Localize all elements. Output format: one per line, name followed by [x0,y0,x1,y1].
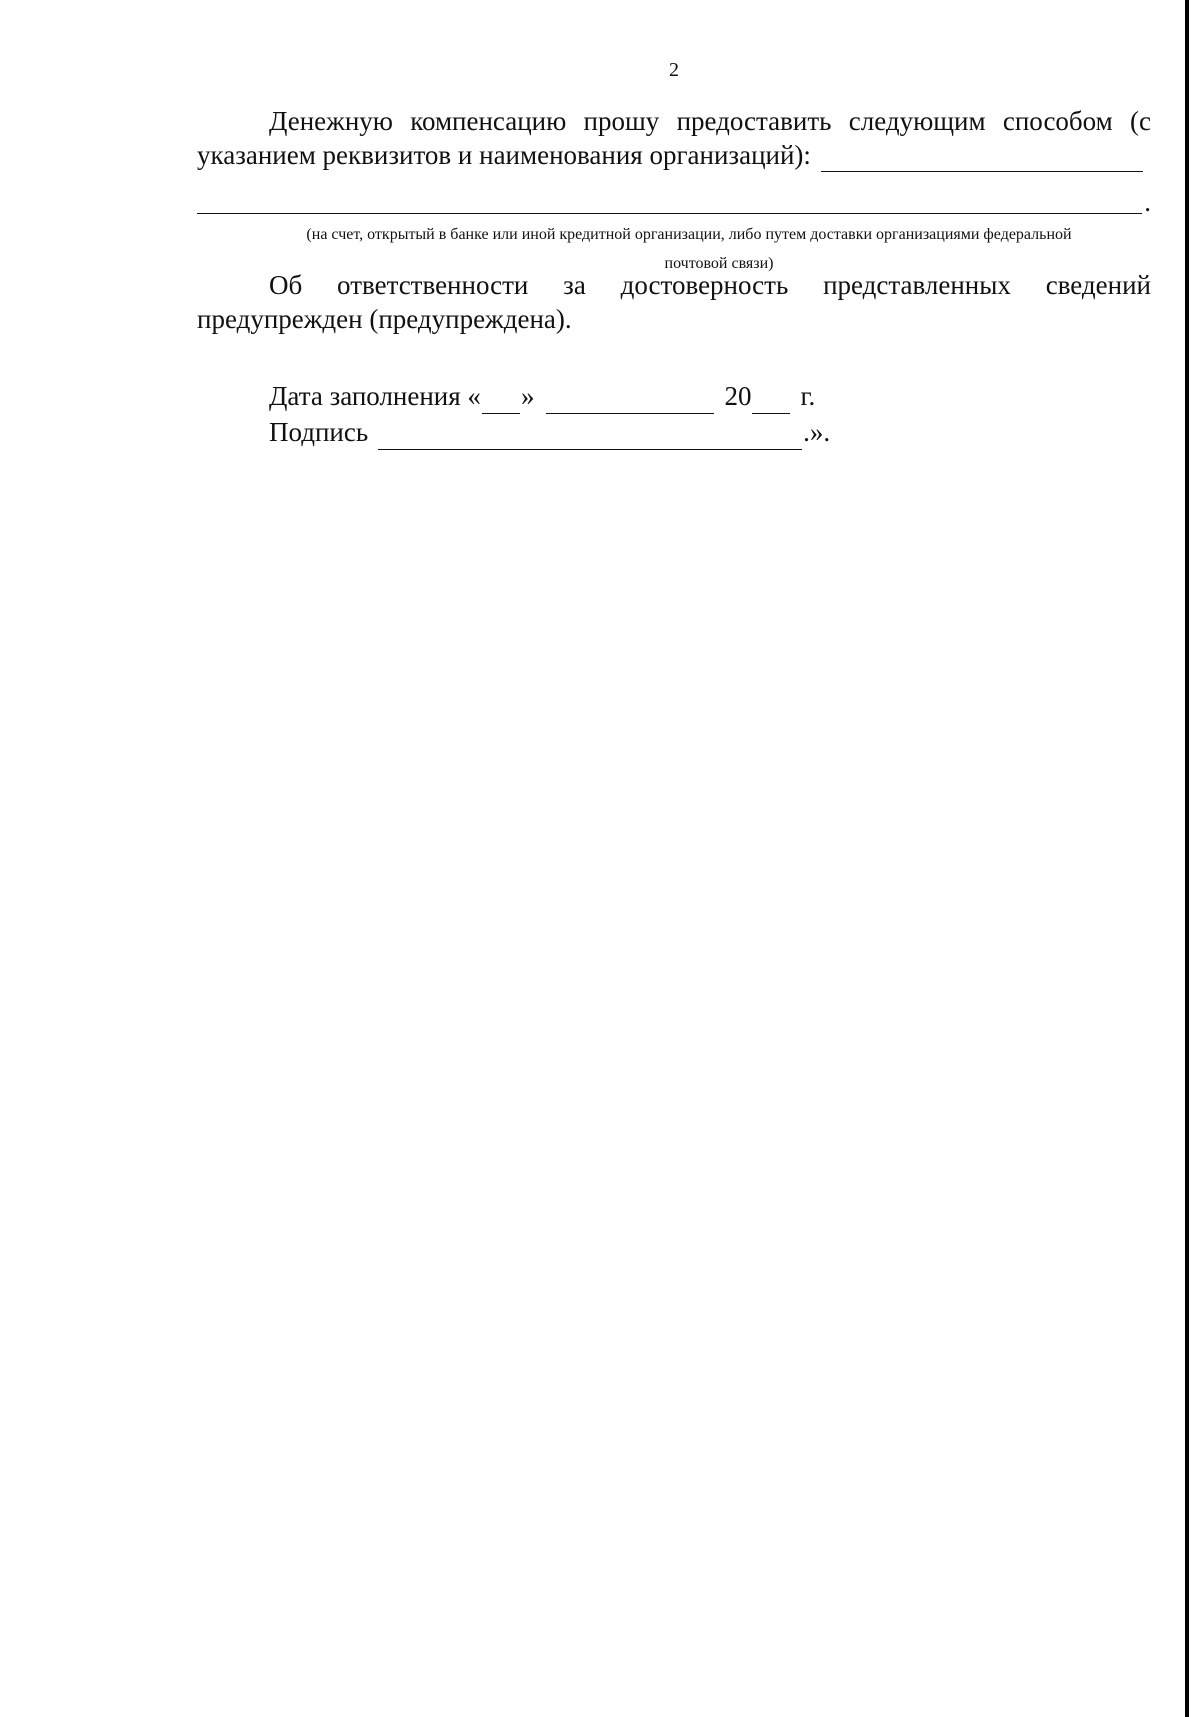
page-edge-border [1185,0,1189,1717]
compensation-end-mark: . [1144,187,1151,217]
responsibility-line-2: предупрежден (предупреждена). [197,304,572,334]
signature-row [269,414,830,450]
year-suffix: г. [800,381,816,411]
responsibility-line-1: Об ответственности за достоверность представленных сведений [269,270,1151,300]
compensation-line-1: Денежную компенсацию прошу предоставить следующим способом (с [269,106,1151,136]
date-quote-close: » [520,381,535,411]
compensation-full-line [197,184,1151,217]
compensation-paragraph [197,104,1151,217]
responsibility-paragraph [197,268,1151,336]
signature-block [269,378,830,450]
compensation-fill-line [821,144,1143,172]
compensation-line-2: указанием реквизитов и наименования организаций): [197,138,1151,172]
signature-end: .». [803,417,831,447]
signature-blank [378,423,802,450]
caption-line-1: (на счет, открытый в банке или иной кредитной организации, либо путем доставки организациями федеральной [306,226,1072,243]
year-blank [752,387,790,414]
year-prefix: 20 [724,381,752,411]
date-label: Дата заполнения « [269,381,481,411]
day-blank [482,387,520,414]
compensation-rule [197,185,1142,214]
caption-line-2: почтовой связи) [664,255,774,272]
page-number: 2 [669,59,679,81]
date-row [269,378,830,414]
month-blank [546,387,714,414]
signature-label: Подпись [269,417,369,447]
